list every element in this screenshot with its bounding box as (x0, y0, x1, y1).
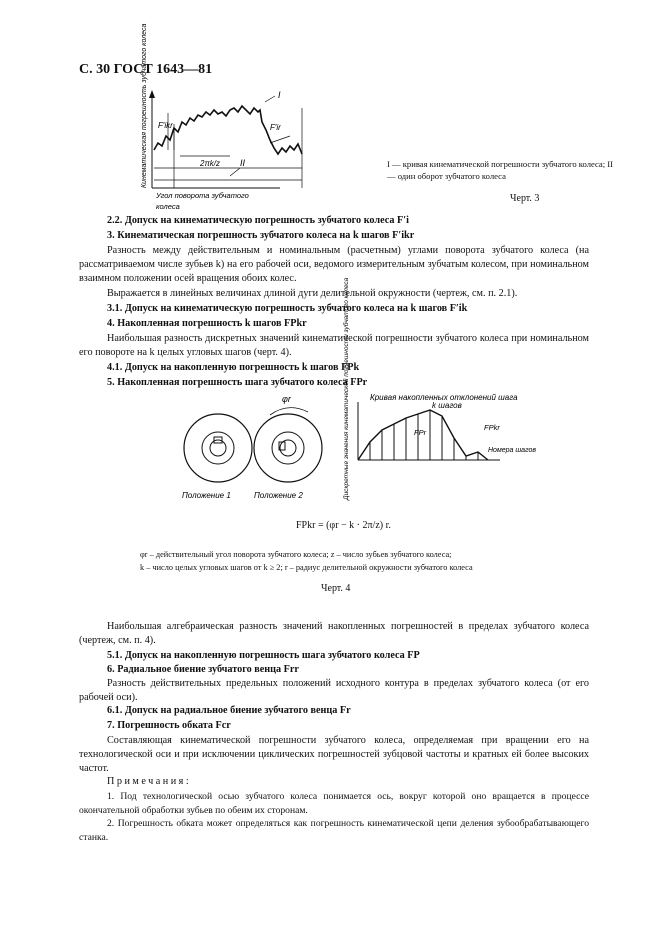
item-3-text: Разность между действительным и номинальным (расчетным) углами поворота зубчатого колеса (на рассматриваемом числе зубьев k) на его рабочей оси, ведомого измерительным зубчатым колесом, при номинальном взаимном положении осей вращения обоих колес. (79, 245, 589, 285)
f-pr-label: FPr (414, 428, 427, 437)
item-5: 5. Накопленная погрешность шага зубчатого колеса FPr (107, 377, 368, 388)
gear-position-2 (254, 414, 322, 482)
phi-r-label: φr (282, 394, 291, 404)
f-pkr-label: FPkr (484, 423, 500, 432)
figure-3-legend: I — кривая кинематической погрешности зубчатого колеса; II — один оборот зубчатого колеса (387, 159, 614, 181)
note-1: 1. Под технологической осью зубчатого колеса понимается ось, вокруг которой оно вращается в процессе окончательной обработки зубьев по обеим их сторонам. (79, 791, 589, 817)
figure-4-legend-2: k – число целых угловых шагов от k ≥ 2; r – радиус делительной окружности зубчатого колеса (140, 563, 473, 572)
k-steps-label: k шагов (432, 401, 462, 410)
fig4-ylabel: Дискретные значения кинематической погрешности зубчатого колеса (343, 277, 350, 500)
item-4-1: 4.1. Допуск на накопленную погрешность k шагов FPk (107, 362, 360, 373)
roman-two-label: II (240, 158, 246, 168)
item-7-text: Составляющая кинематической погрешности зубчатого колеса, определяемая при вращении его на технологической оси и при исключении циклических погрешностей зубцовой частоты и кратных ей более высоких частот. (79, 735, 589, 775)
item-3-1: 3.1. Допуск на кинематическую погрешность зубчатого колеса на k шагов F′ik (107, 303, 468, 314)
roman-one-label: I (278, 90, 281, 100)
item-5-1: 5.1. Допуск на накопленную погрешность шага зубчатого колеса FP (107, 650, 420, 661)
item-2-2: 2.2. Допуск на кинематическую погрешность зубчатого колеса F′i (107, 215, 409, 226)
figure-4-caption: Черт. 4 (321, 583, 351, 594)
curve-label: Кривая накопленных отклонений шага (370, 393, 518, 402)
f-ikr-label: F′ikr (158, 121, 173, 130)
para-accumulated: Наибольшая алгебраическая разность значений накопленных погрешностей в пределах зубчатого колеса (чертеж, см. п. 4). (79, 621, 589, 647)
figure-4-legend-1: φr – действительный угол поворота зубчатого колеса; z – число зубьев зубчатого колеса; (140, 550, 452, 559)
fig3-ylabel: Кинематическая погрешность зубчатого колеса (141, 23, 148, 188)
item-4-text: Наибольшая разность дискретных значений кинематической погрешности зубчатого колеса при номинальном его повороте на k целых угловых шагов (черт. 4). (79, 333, 589, 359)
item-7: 7. Погрешность обката Fcr (107, 720, 231, 731)
fig3-xlabel-2: колеса (156, 202, 180, 211)
notes-title: Примечания: (107, 776, 192, 787)
two-pi-k-z-label: 2πk/z (200, 159, 221, 168)
item-3-text-2: Выражается в линейных величинах длиной дуги делительной окружности (чертеж, см. п. 2.1). (107, 288, 518, 299)
f-ir-label: F′ir (270, 123, 281, 132)
item-3: 3. Кинематическая погрешность зубчатого колеса на k шагов F′ikr (107, 230, 415, 241)
item-6-1: 6.1. Допуск на радиальное биение зубчатого венца Fr (107, 705, 351, 716)
page-header: С. 30 ГОСТ 1643—81 (79, 62, 213, 77)
step-numbers-label: Номера шагов (488, 447, 536, 454)
position-1-label: Положение 1 (182, 491, 231, 500)
formula: FPkr = (φr − k · 2π/z) r. (296, 520, 391, 531)
position-2-label: Положение 2 (254, 491, 303, 500)
figure-3-caption: Черт. 3 (510, 193, 540, 204)
fig3-xlabel-1: Угол поворота зубчатого (156, 191, 249, 200)
gear-position-1 (184, 414, 252, 482)
item-6: 6. Радиальное биение зубчатого венца Frr (107, 664, 299, 675)
item-4: 4. Накопленная погрешность k шагов FPkr (107, 318, 307, 329)
note-2: 2. Погрешность обката может определяться как погрешность кинематической цепи деления зубообрабатывающего станка. (79, 818, 589, 844)
item-6-text: Разность действительных предельных положений исходного контура в пределах зубчатого колеса (от его рабочей оси). (79, 678, 589, 704)
